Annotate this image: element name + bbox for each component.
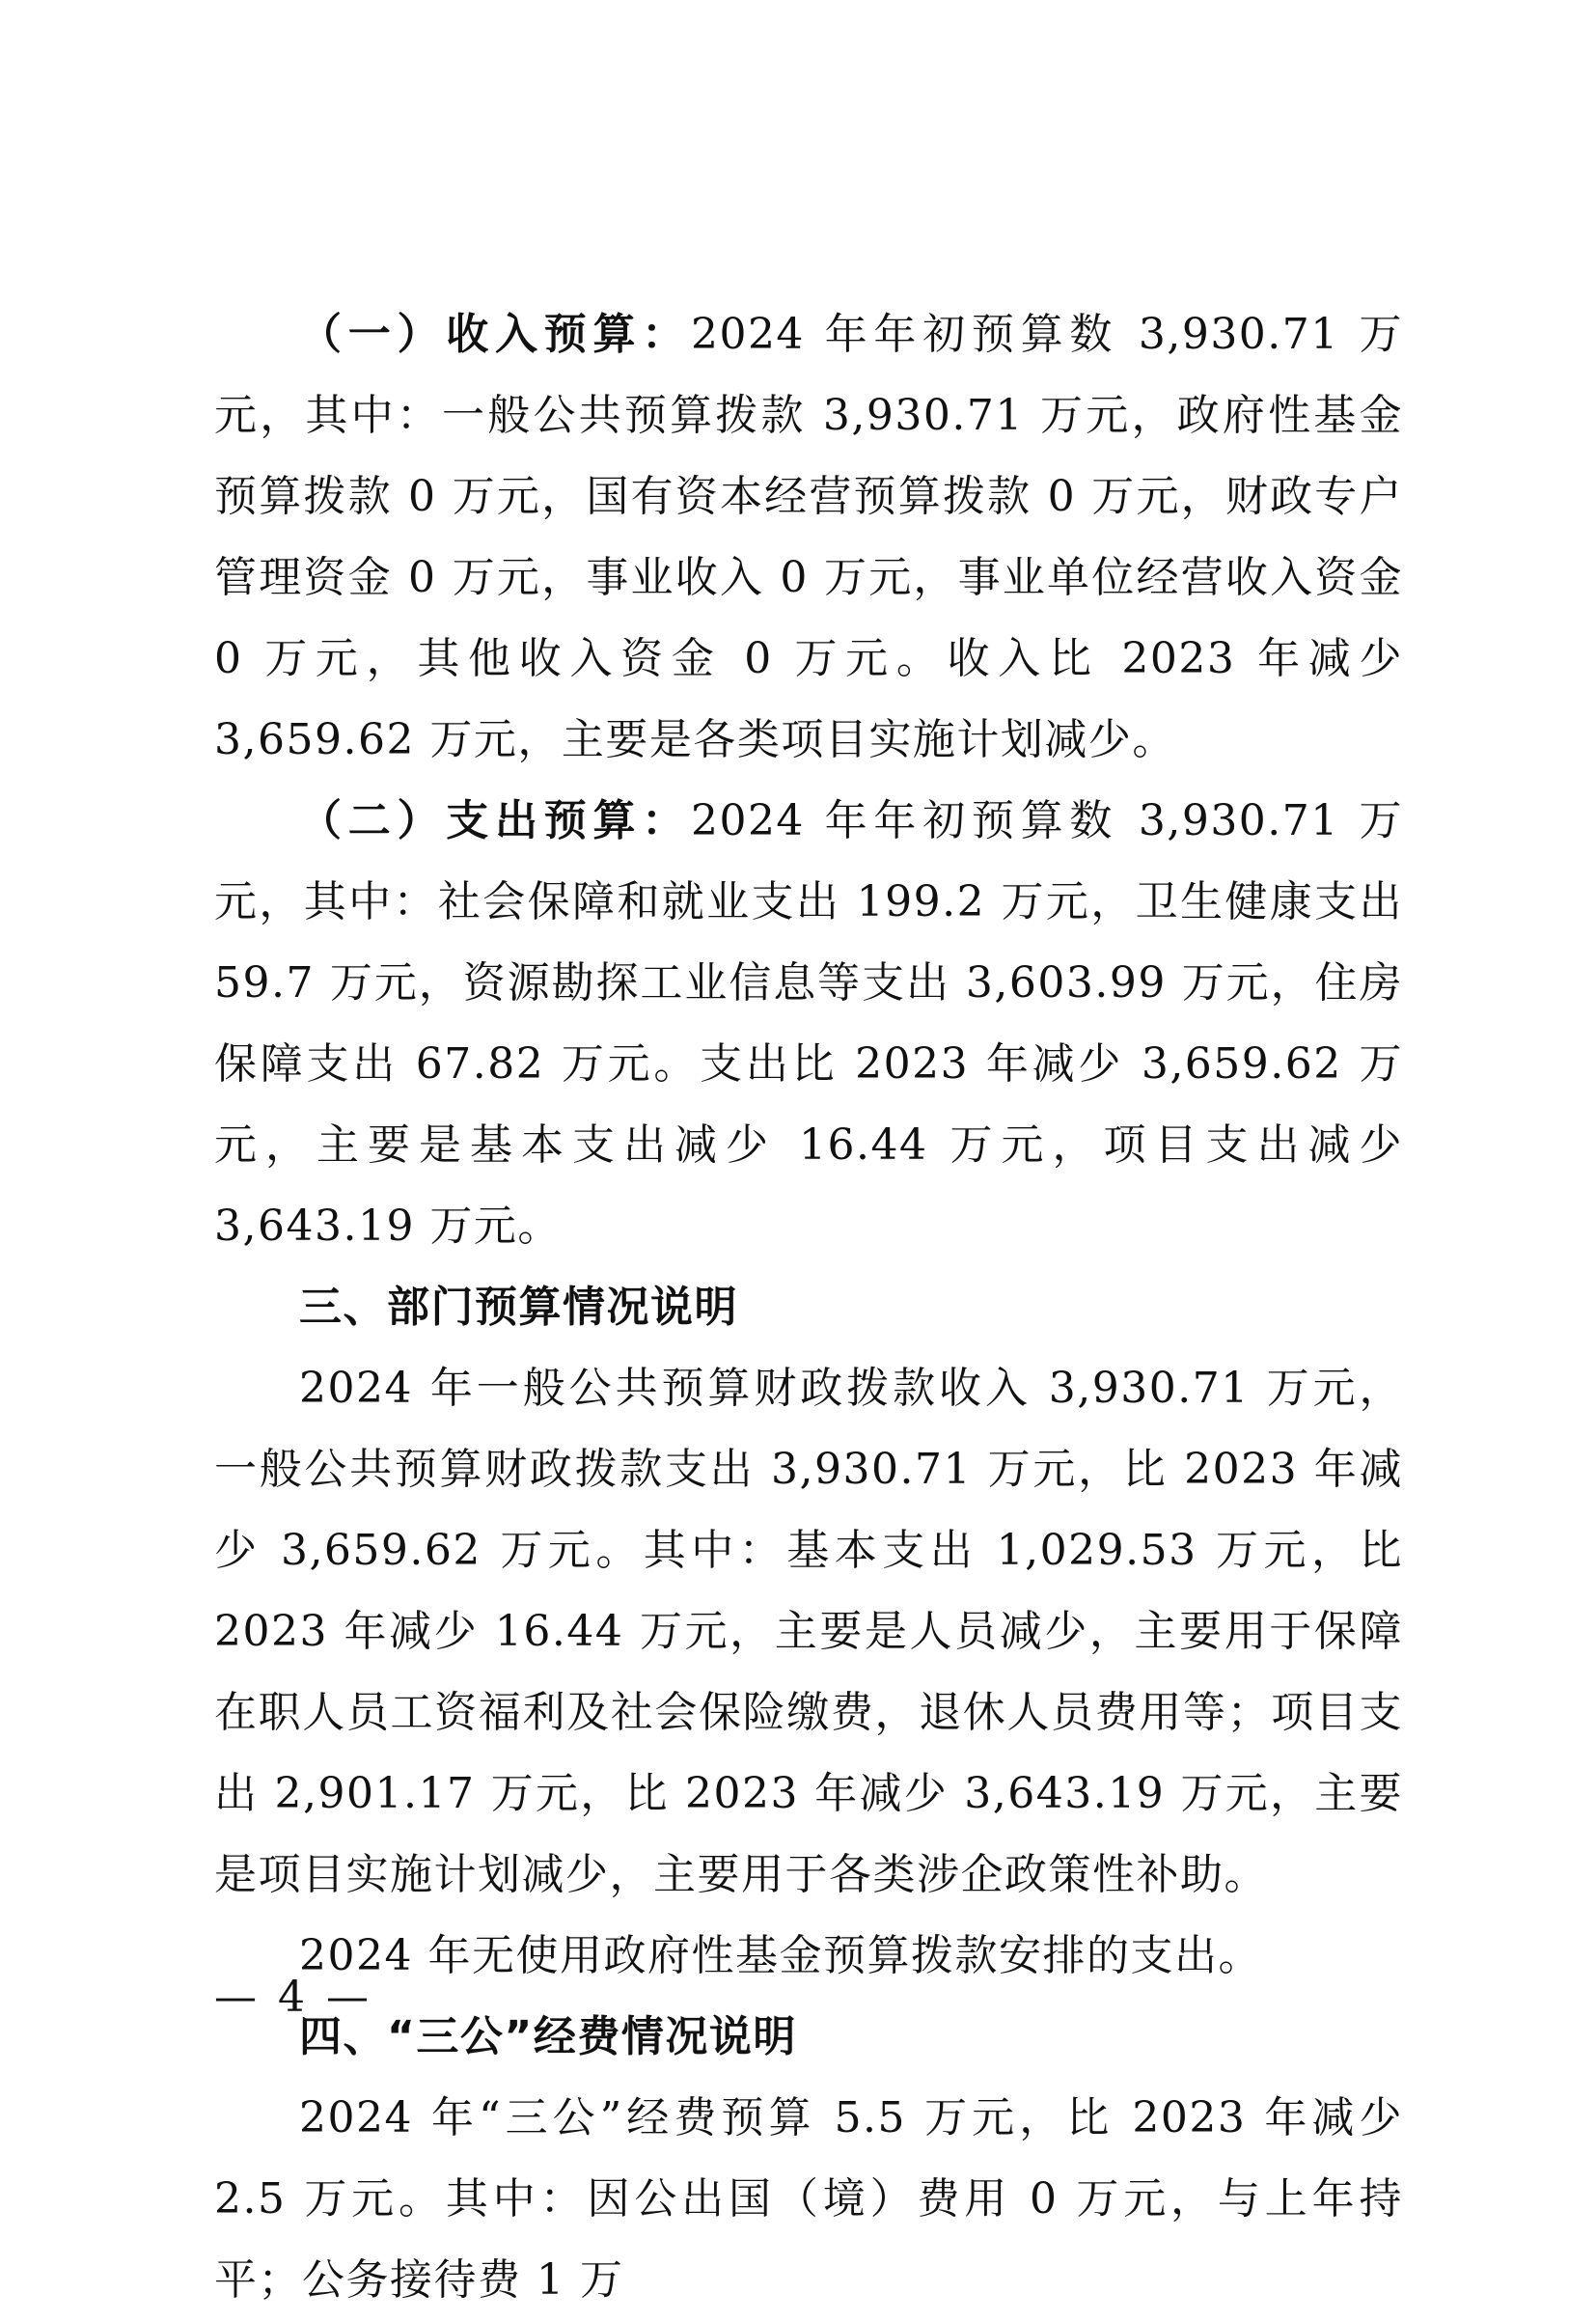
section-four-paragraph-1: 2024 年“三公”经费预算 5.5 万元，比 2023 年减少 2.5 万元。其中：因公出国（境）费用 0 万元，与上年持平；公务接待费 1 万 xyxy=(214,2093,1403,2305)
income-budget-label: （一）收入预算： xyxy=(299,310,691,359)
income-budget-text: 2024 年年初预算数 3,930.71 万元，其中：一般公共预算拨款 3,930.71 万元，政府性基金预算拨款 0 万元，国有资本经营预算拨款 0 万元，财政专户管理资金 0 万元，事业收入 0 万元，事业单位经营收入资金 0 万元，其他收入资金 0 万元。收入比 2023 年减少 3,659.62 万元，主要是各类项目实施计划减少。 xyxy=(214,310,1404,764)
expense-budget-text: 2024 年年初预算数 3,930.71 万元，其中：社会保障和就业支出 199.2 万元，卫生健康支出 59.7 万元，资源勘探工业信息等支出 3,603.99 万元，住房保障支出 67.82 万元。支出比 2023 年减少 3,659.62 万元，主要是基本支出减少 16.44 万元，项目支出减少 3,643.19 万元。 xyxy=(214,796,1404,1251)
document-body xyxy=(214,294,1403,2321)
section-three-paragraph-2: 2024 年无使用政府性基金预算拨款安排的支出。 xyxy=(299,1931,1262,1980)
expense-budget-label: （二）支出预算： xyxy=(299,796,691,845)
section-three-paragraph-1: 2024 年一般公共预算财政拨款收入 3,930.71 万元，一般公共预算财政拨款支出 3,930.71 万元，比 2023 年减少 3,659.62 万元。其中：基本支出 1,029.53 万元，比 2023 年减少 16.44 万元，主要是人员减少，主要用于保障在职人员工资福利及社会保险缴费，退休人员费用等；项目支出 2,901.17 万元，比 2023 年减少 3,643.19 万元，主要是项目实施计划减少，主要用于各类涉企政策性补助。 xyxy=(214,1364,1403,1899)
expense-budget-paragraph xyxy=(214,781,1403,1267)
section-four-heading: 四、“三公”经费情况说明 xyxy=(299,2012,797,2061)
section-three-heading: 三、部门预算情况说明 xyxy=(299,1283,738,1332)
page-number: — 4 — xyxy=(214,1973,372,2022)
income-budget-paragraph xyxy=(214,294,1403,781)
